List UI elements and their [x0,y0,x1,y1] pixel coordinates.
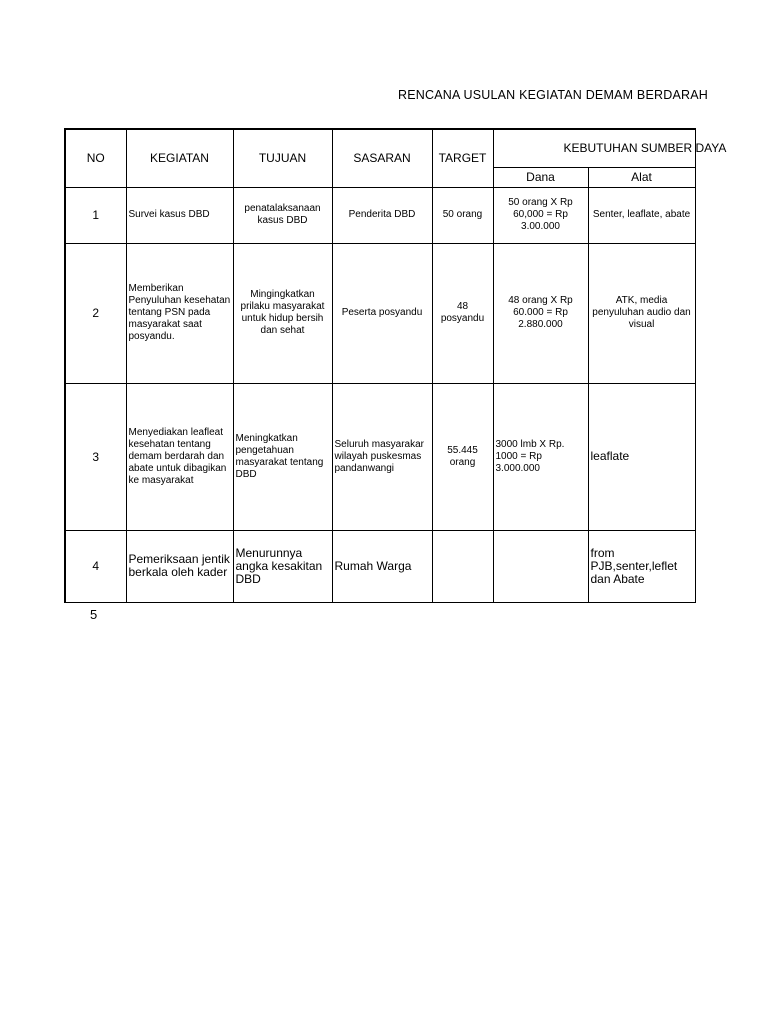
header-alat: Alat [588,167,695,187]
header-kebutuhan: KEBUTUHAN SUMBER DAYA [493,129,695,167]
row-alat: ATK, media penyuluhan audio dan visual [588,243,695,383]
row-dana: 3000 lmb X Rp. 1000 = Rp 3.000.000 [493,383,588,530]
row-alat: Senter, leaflate, abate [588,187,695,243]
row-kegiatan: Survei kasus DBD [126,187,233,243]
row-tujuan: penatalaksanaan kasus DBD [233,187,332,243]
row-alat: from PJB,senter,leflet dan Abate [588,530,695,602]
row-tujuan: Meningkatkan pengetahuan masyarakat tentang DBD [233,383,332,530]
row-sasaran: Penderita DBD [332,187,432,243]
activity-plan-table [64,128,727,603]
header-kegiatan: KEGIATAN [126,129,233,187]
row-alat: leaflate [588,383,695,530]
row-5-number: 5 [90,607,98,622]
row-kegiatan: Pemeriksaan jentik berkala oleh kader [126,530,233,602]
row-no: 3 [65,383,126,530]
row-target: 55.445 orang [432,383,493,530]
row-dana: 50 orang X Rp 60,000 = Rp 3.00.000 [493,187,588,243]
row-tujuan: Menurunnya angka kesakitan DBD [233,530,332,602]
table-row [65,187,695,243]
table-row [65,243,695,383]
header-no: NO [65,129,126,187]
row-no: 1 [65,187,126,243]
row-dana: 48 orang X Rp 60.000 = Rp 2.880.000 [493,243,588,383]
row-sasaran: Rumah Warga [332,530,432,602]
row-sasaran: Seluruh masyarakar wilayah puskesmas pandanwangi [332,383,432,530]
row-no: 2 [65,243,126,383]
header-dana: Dana [493,167,588,187]
row-target: 50 orang [432,187,493,243]
row-kegiatan: Memberikan Penyuluhan kesehatan tentang PSN pada masyarakat saat posyandu. [126,243,233,383]
table-row [65,383,695,530]
row-target: 48 posyandu [432,243,493,383]
header-target: TARGET [432,129,493,187]
table-row [65,530,695,602]
row-tujuan: Mingingkatkan prilaku masyarakat untuk hidup bersih dan sehat [233,243,332,383]
row-kegiatan: Menyediakan leafleat kesehatan tentang demam berdarah dan abate untuk dibagikan ke masyarakat [126,383,233,530]
row-sasaran: Peserta posyandu [332,243,432,383]
row-dana [493,530,588,602]
row-target [432,530,493,602]
document-title: RENCANA USULAN KEGIATAN DEMAM BERDARAH [398,88,708,102]
header-tujuan: TUJUAN [233,129,332,187]
header-sasaran: SASARAN [332,129,432,187]
row-no: 4 [65,530,126,602]
